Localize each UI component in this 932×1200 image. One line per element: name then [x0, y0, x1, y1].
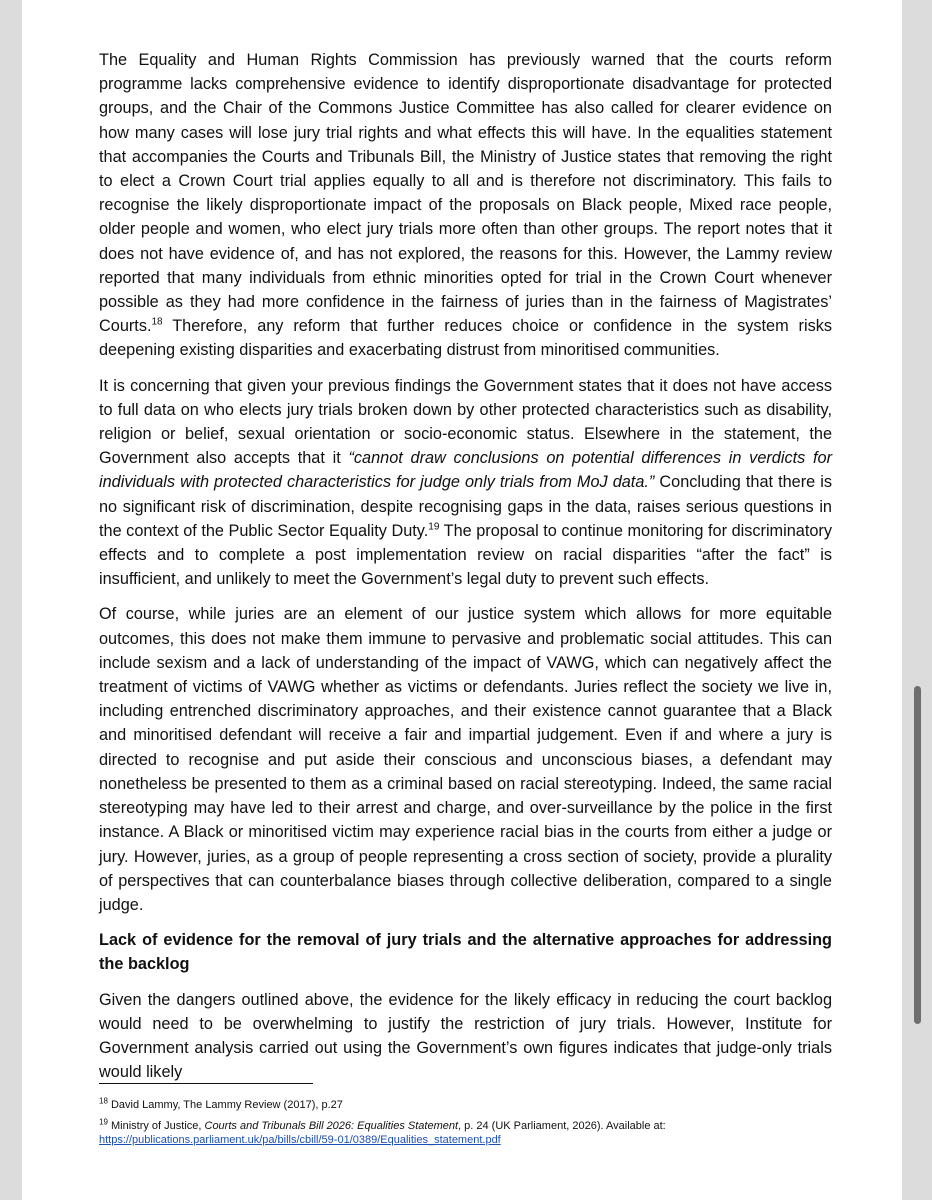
paragraph-text: Concluding that there is no significant risk of discrimination, despite recognising gaps in the data, raises serious questions in the context of the Public Sector Equality Duty. — [99, 473, 832, 540]
paragraph-text: The Equality and Human Rights Commission has previously warned that the courts reform programme lacks comprehensive evidence to identify disproportionate disadvantage for protected groups, and the Chair of the Commons Justice Committee has also called for clearer evidence on how many cases will lose jury trial rights and what effects this will have. In the equalities statement that accompanies the Courts and Tribunals Bill, the Ministry of Justice states that removing the right to elect a Crown Court trial applies equally to all and is therefore not discriminatory. This fails to recognise the likely disproportionate impact of the proposals on Black people, Mixed race people, older people and women, who elect jury trials more often than other groups. The report notes that it does not have evidence of, and has not explored, the reasons for this. However, the Lammy review reported that many individuals from ethnic minorities opted for trial in the Crown Court whenever possible as they had more confidence in the fairness of juries than in the fairness of Magistrates’ Courts. — [99, 51, 832, 336]
paragraph-2 — [99, 374, 832, 592]
document-page — [22, 0, 902, 1200]
footnote-text: , p. 24 (UK Parliament, 2026). Available at: — [458, 1120, 666, 1132]
footnote-18 — [99, 1098, 832, 1112]
footnote-title: Courts and Tribunals Bill 2026: Equalities Statement — [204, 1120, 459, 1132]
paragraph-text: The proposal to continue monitoring for discriminatory effects and to complete a post implementation review on racial disparities “after the fact” is insufficient, and unlikely to meet the Government’s legal duty to prevent such effects. — [99, 521, 832, 589]
footnote-divider — [99, 1083, 313, 1084]
page-body — [99, 48, 832, 1095]
footnote-number: 18 — [99, 1096, 108, 1106]
footnote-text: David Lammy, The Lammy Review (2017), p.27 — [110, 1099, 343, 1111]
footnote-19 — [99, 1119, 832, 1147]
quoted-text: “cannot draw conclusions on potential differences in verdicts for individuals with protected characteristics for judge only trials from MoJ data.” — [99, 449, 832, 492]
footnote-link[interactable]: https://publications.parliament.uk/pa/bills/cbill/59-01/0389/Equalities_statement.pdf — [99, 1134, 501, 1146]
footnote-number: 19 — [99, 1117, 108, 1127]
paragraph-4: Given the dangers outlined above, the evidence for the likely efficacy in reducing the court backlog would need to be overwhelming to justify the restriction of jury trials. However, Institute for Government analysis carried out using the Government’s own figures indicates that judge-only trials would likely — [99, 990, 832, 1082]
section-heading: Lack of evidence for the removal of jury trials and the alternative approaches for addressing the backlog — [99, 931, 832, 974]
vertical-scrollbar[interactable] — [902, 0, 932, 1200]
footnote-ref-19[interactable]: 19 — [428, 521, 440, 533]
footnote-ref-18[interactable]: 18 — [151, 316, 163, 328]
paragraph-3 — [99, 602, 832, 917]
paragraph-text: Of course, while juries are an element of our justice system which allows for more equitable outcomes, this does not make them immune to pervasive and problematic social attitudes. This can include sexism and a lack of understanding of the impact of VAWG, which can negatively affect the treatment of victims of VAWG whether as victims or defendants. Juries reflect the society we live in, including entrenched discriminatory approaches, and their existence cannot guarantee that a Black and minoritised defendant will receive a fair and impartial judgement. Even if and where a jury is directed to recognise and put aside their conscious and unconscious biases, a defendant may nonetheless be presented to them as a criminal based on racial stereotyping. Indeed, the same racial stereotyping may have led to their arrest and charge, and over-surveillance by the police in the first instance. A Black or minoritised victim may experience racial bias in the courts from either a judge or jury. However, juries, as a group of people representing a cross section of society, provide a plurality of perspectives that can counterbalance biases through collective deliberation, compared to a single judge. — [99, 605, 832, 914]
footnotes — [99, 1098, 832, 1154]
paragraph-text: Therefore, any reform that further reduces choice or confidence in the system risks deepening existing disparities and exacerbating distrust from minoritised communities. — [99, 317, 832, 360]
paragraph-1 — [99, 48, 832, 363]
paragraph-text: It is concerning that given your previous findings the Government states that it does not have access to full data on who elects jury trials broken down by other protected characteristics such as disability, religion or belief, sexual orientation or socio-economic status. Elsewhere in the statement, the Government also accepts that it — [99, 376, 832, 468]
footnote-text: Ministry of Justice, — [110, 1120, 205, 1132]
scrollbar-thumb[interactable] — [914, 686, 921, 1024]
